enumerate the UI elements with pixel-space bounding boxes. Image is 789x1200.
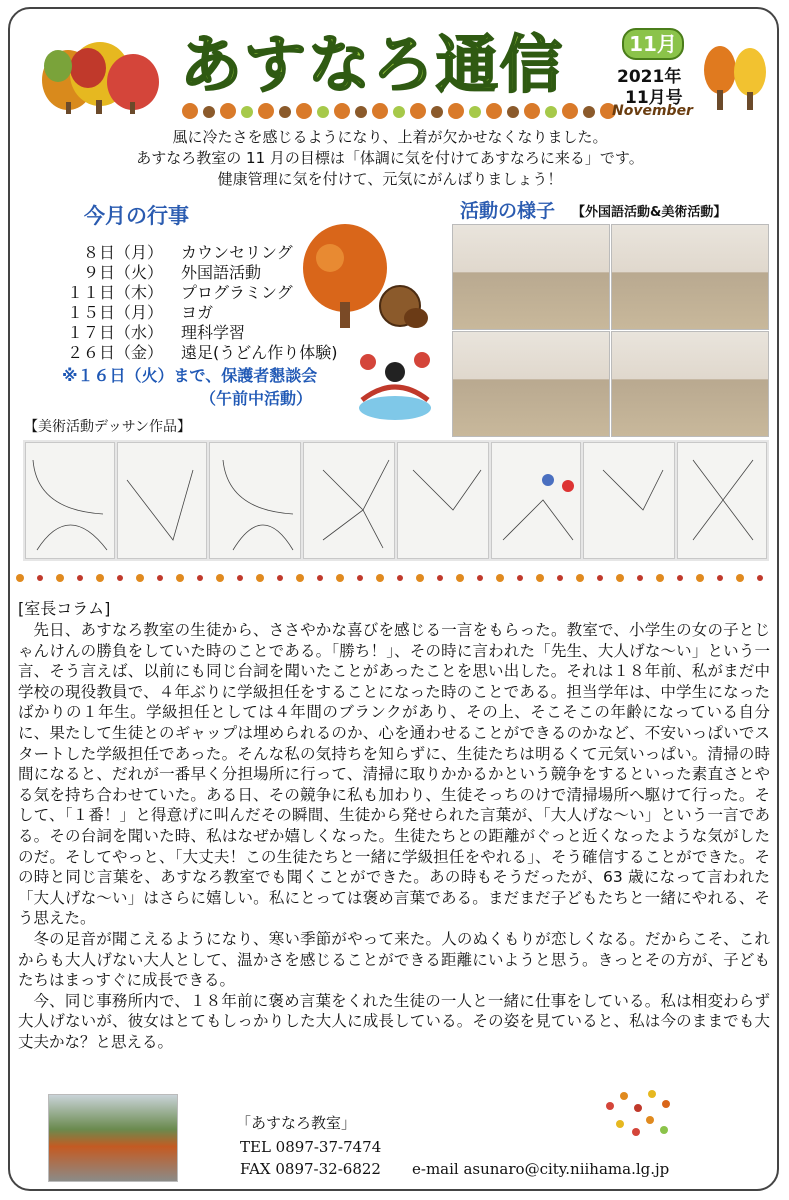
contact-fax: FAX 0897-32-6822: [240, 1160, 381, 1178]
contact-name: 「あすなろ教室」: [236, 1114, 357, 1132]
classroom-photo: [611, 331, 769, 437]
art-heading: 【美術活動デッサン作品】: [24, 419, 192, 435]
event-date: ２６日（金）: [66, 343, 163, 362]
chestnut-icon: [378, 282, 430, 332]
classroom-photo: [611, 224, 769, 330]
newsletter-title: あすなろ通信: [180, 28, 565, 101]
column-heading: [室長コラム]: [18, 599, 111, 618]
falling-leaves-icon: [600, 1086, 680, 1144]
intro-message: [60, 127, 720, 190]
events-heading: 今月の行事: [84, 204, 189, 228]
event-name: 遠足(うどん作り体験): [181, 343, 338, 362]
events-note-sub: （午前中活動）: [200, 389, 313, 408]
issue-month-english: November: [612, 103, 693, 119]
column-paragraph: 冬の足音が聞こえるようになり、寒い季節がやって来た。人のぬくもりが恋しくなる。だからこそ、これからも大人げない大人として、温かさを感じることができる距離にいようと思う。きっとその方が、子どもたちはまっすぐに成長できる。: [18, 929, 770, 990]
event-date: ８日（月）: [82, 243, 163, 262]
column-body: [18, 620, 770, 1052]
event-item: [48, 343, 338, 363]
column-paragraph: 今、同じ事務所内で、１８年前に褒め言葉をくれた生徒の一人と一緒に仕事をしている。私は相変わらず大人げないが、彼女はとてもしっかりした大人に成長している。その姿を見ていると、私は今のままでも大丈夫かな？と思える。: [18, 991, 770, 1051]
classroom-photo: [452, 224, 610, 330]
event-name: プログラミング: [181, 283, 293, 302]
issue-number: 11月号: [625, 88, 683, 108]
art-lines-decoration: [23, 440, 769, 561]
leaf-divider: [10, 571, 770, 585]
event-item: [48, 323, 338, 343]
autumn-bridge-illustration: [356, 348, 434, 422]
event-date: ９日（火）: [82, 263, 163, 282]
event-item: [48, 283, 338, 303]
events-list: [48, 243, 338, 363]
intro-line: あすなろ教室の 11 月の目標は「体調に気を付けてあすなろに来る」です。: [136, 149, 644, 167]
event-date: １７日（水）: [66, 323, 163, 342]
autumn-scenery-photo: [48, 1094, 178, 1182]
month-badge: 11月: [622, 28, 684, 60]
event-name: ヨガ: [181, 303, 214, 322]
events-note: ※１６日（火）まで、保護者懇談会: [62, 366, 318, 385]
activity-subheading: 【外国語活動&美術活動】: [572, 205, 727, 220]
classroom-photo: [452, 331, 610, 437]
event-date: １５日（月）: [66, 303, 163, 322]
event-item: [48, 303, 338, 323]
event-name: 理科学習: [181, 323, 246, 342]
event-item: [48, 263, 338, 283]
contact-email: e-mail asunaro@city.niihama.lg.jp: [412, 1160, 670, 1178]
event-name: 外国語活動: [181, 263, 262, 282]
issue-year: 2021年: [617, 67, 682, 87]
autumn-tree-icon: [700, 42, 770, 114]
art-drawings-strip: [23, 440, 769, 561]
autumn-tree-icon: [300, 222, 390, 332]
column-paragraph: 先日、あすなろ教室の生徒から、ささやかな喜びを感じる一言をもらった。教室で、小学生の女の子とじゃんけんの勝負をしていた時のことである。「勝ち！」、その時に言われた「先生、大人げな～い」という一言、そう言えば、以前にも同じ台詞を聞いたことがあったことを思い出した。それは１８年前、私がまだ中学校の現役教員で、４年ぶりに学級担任をすることになった時のことである。担当学年は、中学生になったばかりの１年生。学級担任としては４年間のブランクがあり、その上、そこそこの年齢になっている自分に、果たして生徒とのギャップは埋められるのか、心を通わせることができるのかなど、不安いっぱいでスタートした学級担任であった。そんな私の気持ちを知らずに、生徒たちは明るくて元気いっぱい。清掃の時間になると、だれが一番早く分担場所に行って、清掃に取りかかるかという競争をするといった素直さとやる気を持ち合わせていた。ある日、その競争に私も加わり、生徒そっちのけで清掃場所へ駆けて行った。そして、「１番！」と得意げに叫んだその瞬間、生徒から発せられた言葉が、「大人げな～い」という一言である。その台詞を聞いた時、私はなぜか嬉しくなった。生徒たちとの距離がぐっと近くなったような気がしたのだ。そしてやっと、「大丈夫！この生徒たちと一緒に学級担任をやれる」、そう確信することができた。その時と同じ言葉を、あすなろ教室でも聞くことができた。あの時もそうだったが、63 歳になって言われた「大人げな～い」はさらに嬉しい。私にとっては褒め言葉である。まだまだ子どもたちと一緒にやれる、そう思えた。: [18, 621, 770, 928]
intro-line: 風に冷たさを感じるようになり、上着が欠かせなくなりました。: [172, 128, 608, 146]
event-name: カウンセリング: [181, 243, 293, 262]
event-item: [48, 243, 338, 263]
intro-line: 健康管理に気を付けて、元気にがんばりましょう！: [217, 170, 563, 188]
activity-heading: 活動の様子: [460, 200, 556, 222]
event-date: １１日（木）: [66, 283, 163, 302]
fruit-border-illustration: [180, 100, 620, 122]
autumn-trees-illustration: [38, 38, 168, 118]
contact-phone: TEL 0897-37-7474: [240, 1138, 382, 1156]
